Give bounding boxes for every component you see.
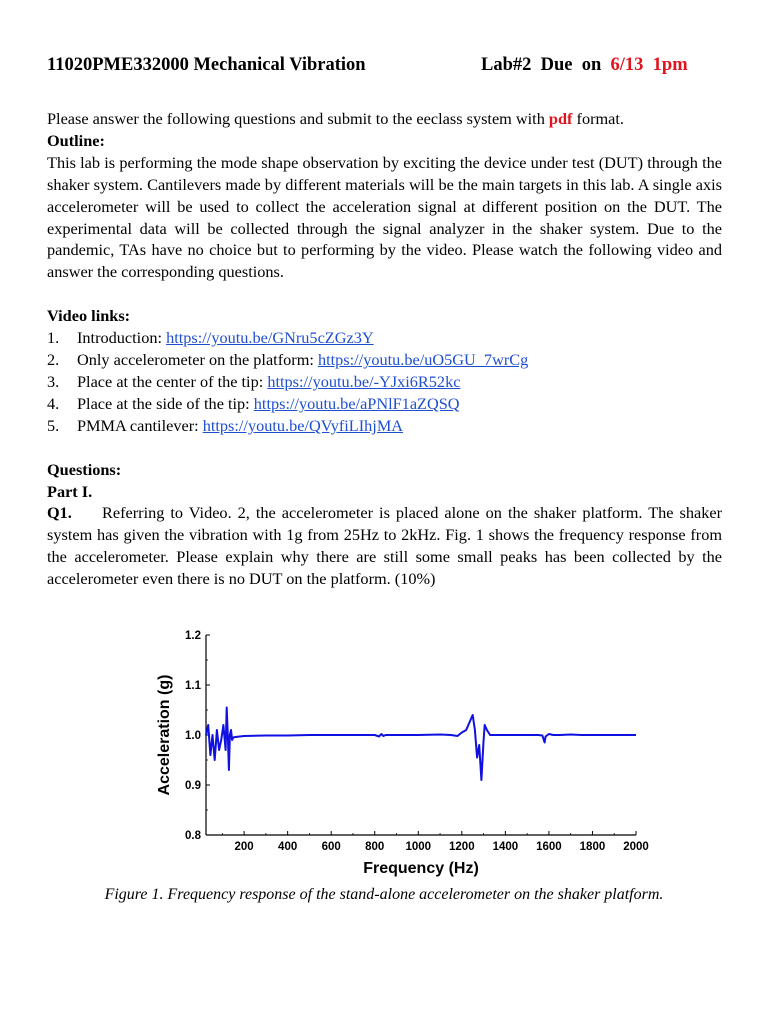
lab-due [481,55,688,76]
video-link-item: 4. Place at the side of the tip: https://youtu.be/aPNlF1aZQSQ [47,393,460,413]
series-line-acceleration [206,708,636,781]
x-tick-label: 1200 [449,841,475,853]
video-links-heading: Video links: [47,306,131,326]
lab-prefix: Lab#2 Due on [481,55,611,75]
x-tick-label: 1600 [536,841,562,853]
y-axis-label: Acceleration (g) [156,674,173,796]
video-link-item: 2. Only accelerometer on the platform: https://youtu.be/uO5GU_7wrCg [47,350,529,370]
chart-ticks [185,630,649,853]
pdf-highlight: pdf [548,109,573,128]
chart-series [206,708,636,781]
video-link-center-tip[interactable]: https://youtu.be/-YJxi6R52kc [267,371,461,391]
video-links-list [47,327,722,436]
video-link-side-tip[interactable]: https://youtu.be/aPNlF1aZQSQ [253,393,460,413]
course-title: 11020PME332000 Mechanical Vibration [47,55,366,75]
y-tick-label: 1.2 [185,630,201,642]
y-tick-label: 1.0 [185,730,201,742]
question-1-text: Referring to Video. 2, the accelerometer is placed alone on the shaker platform. The shaker system has given the vibration with 1g from 25Hz to 2kHz. Fig. 1 shows the frequency response from the accelerometer. Please explain why there are still some small peaks has been collected by the accelerometer even there is no DUT on the platform. (10%) [47,503,722,589]
video-link-introduction[interactable]: https://youtu.be/GNru5cZGz3Y [166,328,374,348]
video-link-item: 3. Place at the center of the tip: https://youtu.be/-YJxi6R52kc [47,371,461,391]
x-tick-label: 600 [321,841,341,853]
x-tick-label: 800 [365,841,385,853]
x-tick-label: 200 [234,841,254,853]
video-link-accelerometer[interactable]: https://youtu.be/uO5GU_7wrCg [317,350,529,370]
document-body [47,108,722,590]
video-link-item: 5. PMMA cantilever: https://youtu.be/QVyfiLIhjMA [47,415,404,435]
figure-caption: Figure 1. Frequency response of the stand-alone accelerometer on the shaker platform. [104,886,664,903]
video-link-item: 1. Introduction: https://youtu.be/GNru5cZGz3Y [47,328,374,348]
questions-heading: Questions: [47,459,122,479]
y-tick-label: 0.9 [185,780,201,792]
due-time: 1pm [652,55,688,75]
x-tick-label: 400 [278,841,298,853]
x-tick-label: 1400 [492,841,519,853]
question-1-label: Q1. [47,503,72,523]
x-tick-label: 2000 [623,841,649,853]
x-tick-label: 1000 [405,841,432,853]
outline-paragraph: This lab is performing the mode shape observation by exciting the device under test (DUT) through the shaker system. Cantilevers made by different materials will be the main targets in this lab. A single axis accelerometer will be used to collect the acceleration signal at different position on the DUT. The experimental data will be collected through the signal analyzer in the shaker system. Due to the pandemic, TAs have no choice but to performing by the video. Please watch the following video and answer the corresponding questions. [47,152,722,282]
frequency-response-chart [150,625,660,880]
video-link-pmma[interactable]: https://youtu.be/QVyfiLIhjMA [202,415,404,435]
outline-heading: Outline: [47,130,105,150]
question-1 [47,502,722,590]
due-date: 6/13 [610,55,644,75]
y-tick-label: 0.8 [185,830,201,842]
page-header [47,55,727,79]
x-axis-label: Frequency (Hz) [363,860,479,877]
x-tick-label: 1800 [579,841,606,853]
intro-paragraph: Please answer the following questions and submit to the eeclass system with pdf format. [47,109,625,128]
y-tick-label: 1.1 [185,680,201,692]
part-heading: Part I. [47,481,93,501]
